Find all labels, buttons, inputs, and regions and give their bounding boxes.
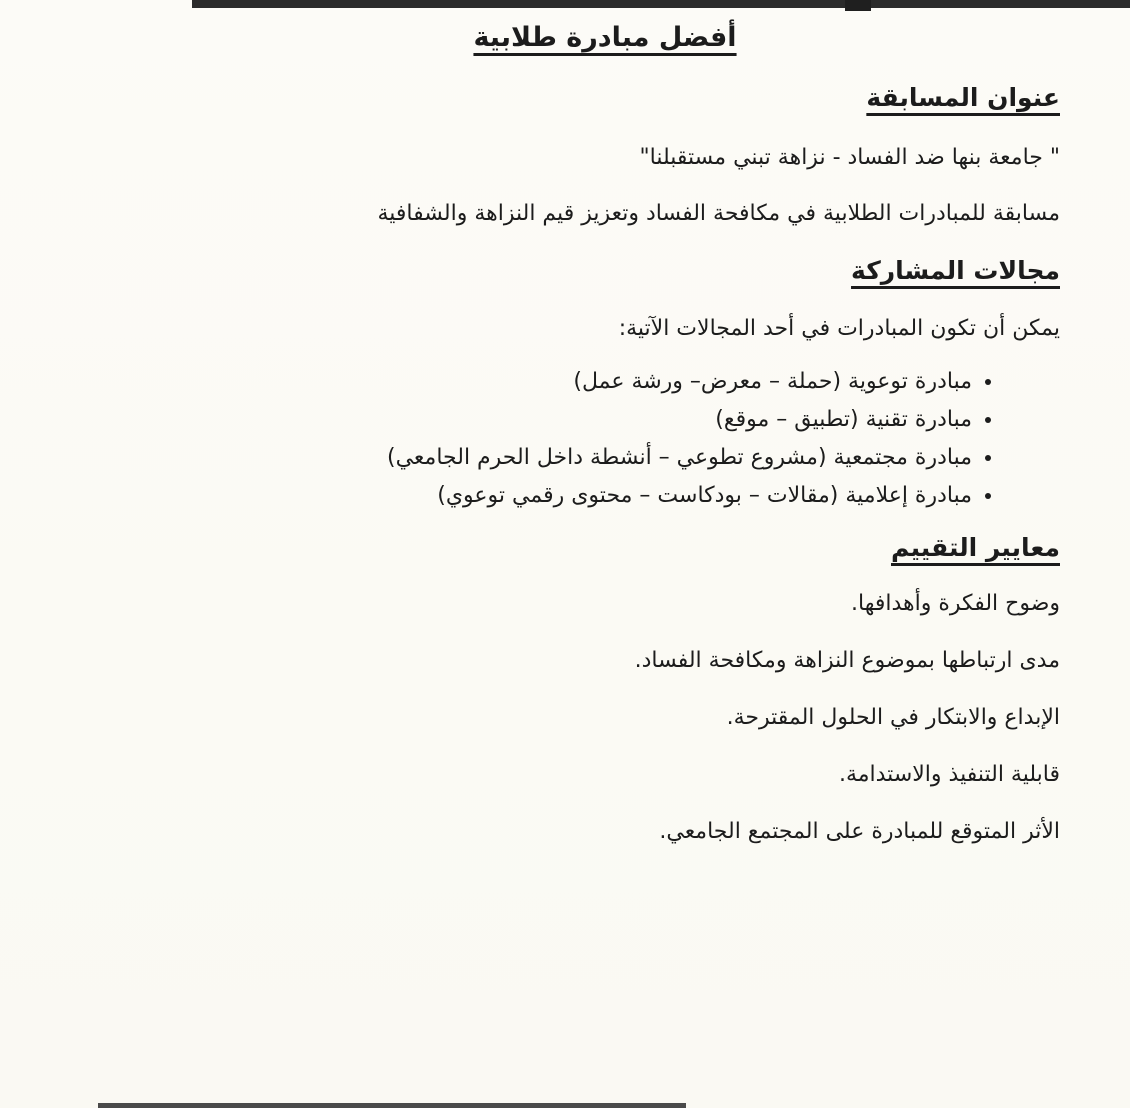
document-title: أفضل مبادرة طلابية (473, 22, 737, 53)
criterion-expected-impact: الأثر المتوقع للمبادرة على المجتمع الجامعي. (659, 819, 1060, 844)
criterion-idea-clarity: وضوح الفكرة وأهدافها. (851, 591, 1060, 616)
criterion-feasibility-sustainability: قابلية التنفيذ والاستدامة. (838, 762, 1060, 787)
list-item-community-initiative: • مبادرة مجتمعية (مشروع تطوعي – أنشطة داخل الحرم الجامعي) (60, 443, 972, 473)
competition-slogan-quote: " جامعة بنها ضد الفساد - نزاهة تبني مستقبلنا" (639, 145, 1060, 170)
competition-description: مسابقة للمبادرات الطلابية في مكافحة الفساد وتعزيز قيم النزاهة والشفافية (377, 201, 1060, 226)
section-heading-evaluation-criteria: معايير التقييم (891, 533, 1060, 562)
scan-edge-artifact-top (192, 0, 1130, 8)
list-item-technical-initiative: • مبادرة تقنية (تطبيق – موقع) (60, 405, 972, 435)
scan-edge-artifact-bottom (98, 1103, 686, 1108)
criterion-creativity-innovation: الإبداع والابتكار في الحلول المقترحة. (726, 705, 1060, 730)
list-item-media-initiative: • مبادرة إعلامية (مقالات – بودكاست – محتوى رقمي توعوي) (60, 481, 972, 511)
scan-edge-artifact-top-notch (845, 0, 871, 11)
participation-areas-intro: يمكن أن تكون المبادرات في أحد المجالات الآتية: (618, 316, 1060, 341)
section-heading-competition-title: عنوان المسابقة (866, 83, 1060, 112)
participation-areas-list (60, 367, 1060, 511)
document-title-row (105, 22, 1105, 53)
criterion-topic-relevance: مدى ارتباطها بموضوع النزاهة ومكافحة الفساد. (634, 648, 1060, 673)
section-heading-participation-areas: مجالات المشاركة (851, 256, 1060, 285)
list-item-awareness-initiative: • مبادرة توعوية (حملة – معرض– ورشة عمل) (60, 367, 972, 397)
